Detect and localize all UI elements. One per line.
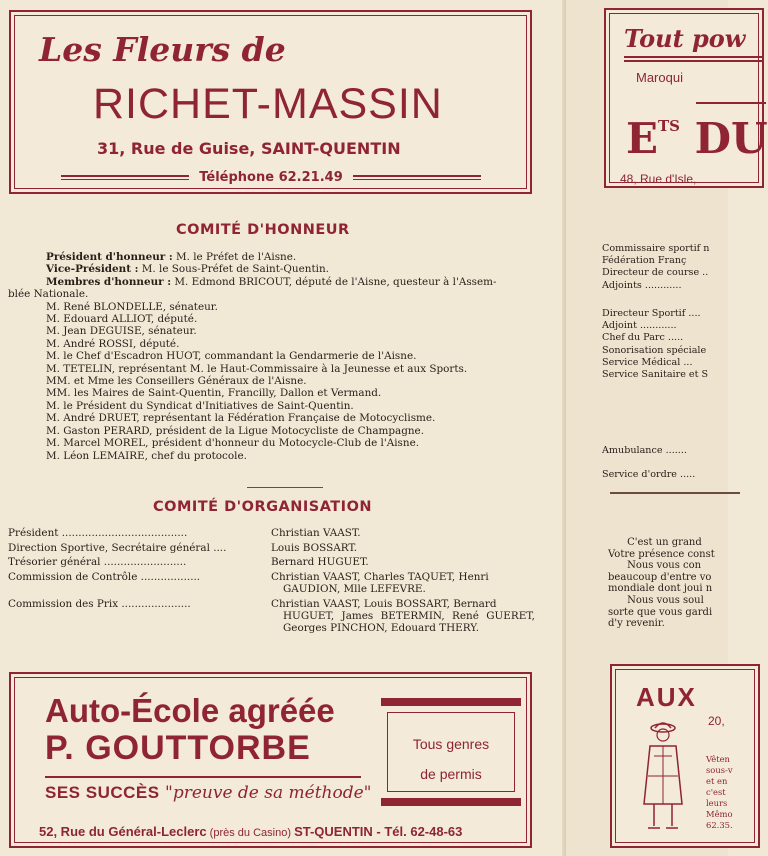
honneur-text: M. le Président du Syndicat d'Initiatives de Saint-Quentin. (46, 399, 354, 412)
aux-text-line: leurs (706, 798, 728, 808)
permis-line-2: de permis (420, 766, 482, 782)
organisation-role: Président ...................................... (8, 527, 188, 539)
comite-honneur-title: COMITÉ D'HONNEUR (176, 222, 350, 238)
ets-sup: TS (658, 117, 681, 135)
richet-massin-ad (9, 10, 532, 194)
ets-rest: DU (680, 114, 768, 163)
organisation-row (8, 542, 538, 554)
honneur-line (8, 325, 538, 337)
organisation-names (271, 542, 535, 554)
right-ad-script: Tout pow (624, 24, 746, 53)
honneur-line (8, 375, 538, 387)
phone-rule-right (353, 175, 481, 180)
man-in-coat-illustration (632, 716, 694, 834)
organisation-names-cont: HUGUET, James BETERMIN, René GUERET, Georges PINCHON, Edouard THERY. (283, 609, 535, 634)
honneur-line (8, 437, 538, 449)
honneur-text: M. Léon LEMAIRE, chef du protocole. (46, 449, 247, 462)
right-ad-bars (624, 56, 764, 62)
honneur-text: M. Marcel MOREL, président d'honneur du Motocycle-Club de l'Aisne. (46, 437, 420, 450)
honneur-line (8, 412, 538, 424)
organisation-names-line: Christian VAAST, Louis BOSSART, Bernard (271, 597, 497, 610)
phone-rule-left (61, 175, 189, 180)
right-list-line: Sonorisation spéciale (602, 344, 707, 356)
honneur-text: M. André DRUET, représentant la Fédération Française de Motocyclisme. (46, 412, 436, 425)
right-list-line: Service d'ordre ..... (602, 469, 696, 481)
honneur-text: M. Jean DEGUISE, sénateur. (46, 325, 197, 338)
honneur-line (8, 263, 538, 275)
right-list-1 (602, 243, 742, 292)
honneur-line (8, 387, 538, 399)
right-list-line: Chef du Parc ..... (602, 332, 684, 344)
right-paragraph (608, 537, 748, 630)
organisation-names-line: Louis BOSSART. (271, 541, 358, 554)
right-paragraph-line: mondiale dont joui n (608, 583, 713, 595)
right-list-line: Directeur de course .. (602, 267, 709, 279)
honneur-line (8, 276, 538, 288)
organisation-names-line: Christian VAAST. (271, 527, 361, 539)
permis-box (381, 698, 521, 806)
slogan-rule (45, 776, 361, 778)
ad-script-title: Les Fleurs de (39, 30, 286, 69)
right-bottom-ad (610, 664, 760, 848)
organisation-role: Commission de Contrôle .................. (8, 570, 201, 583)
organisation-names (271, 556, 535, 568)
right-ad-rule (696, 102, 766, 104)
right-list-line (602, 457, 742, 469)
right-list-3 (602, 445, 742, 482)
address-small: (près du Casino) (206, 827, 295, 839)
comite-organisation-table (8, 527, 538, 637)
honneur-label: Membres d'honneur : (46, 275, 172, 288)
right-paragraph-line: sorte que vous gardi (608, 606, 713, 618)
honneur-line (8, 350, 538, 362)
right-list-line: Service Médical ... (602, 356, 693, 368)
honneur-label: Président d'honneur : (46, 251, 173, 263)
organisation-role: Direction Sportive, Secrétaire général .... (8, 541, 227, 554)
ad-phone-row (61, 170, 481, 185)
honneur-line (8, 301, 538, 313)
aux-text-line: sous-v (706, 765, 733, 775)
honneur-line (8, 363, 538, 375)
address-part-a: 52, Rue du Général-Leclerc (39, 824, 207, 839)
right-paragraph-line: Nous vous soul (608, 594, 704, 606)
aux-number: 20, (708, 714, 725, 728)
right-list-line: Commissaire sportif n (602, 243, 710, 254)
organisation-row (8, 527, 538, 539)
right-paragraph-line: beaucoup d'entre vo (608, 571, 712, 583)
honneur-text: M. Gaston PERARD, président de la Ligue Motocycliste de Champagne. (46, 424, 425, 437)
honneur-text: MM. et Mme les Conseillers Généraux de l'Aisne. (46, 375, 307, 388)
permis-line-1: Tous genres (412, 736, 490, 752)
right-ad-maroq: Maroqui (636, 70, 683, 85)
aux-text-line: et en (706, 776, 728, 786)
honneur-line (8, 450, 538, 462)
slogan (45, 782, 371, 803)
ets-letter: E (626, 114, 659, 163)
honneur-text: M. TETELIN, représentant M. le Haut-Commissaire à la Jeunesse et aux Sports. (46, 362, 468, 375)
organisation-names-cont: GAUDION, Mlle LEFEVRE. (283, 582, 426, 595)
honneur-text: M. le Chef d'Escadron HUOT, commandant la Gendarmerie de l'Aisne. (46, 350, 417, 363)
organisation-names (271, 598, 535, 635)
organisation-names (271, 571, 535, 595)
section-divider (247, 487, 323, 488)
organisation-role: Trésorier général ......................... (8, 556, 187, 569)
organisation-row (8, 556, 538, 568)
right-list-line: Adjoints ............ (602, 279, 682, 291)
honneur-label: Vice-Président : (46, 263, 139, 276)
address-part-b: ST-QUENTIN - Tél. 62-48-63 (294, 824, 463, 839)
honneur-text: M. Edouard ALLIOT, député. (46, 313, 198, 326)
organisation-names-line: Bernard HUGUET. (271, 556, 369, 569)
right-ad-address: 48, Rue d'Isle, (620, 172, 697, 186)
right-paragraph-line: Votre présence const (608, 548, 715, 560)
right-list-line: Directeur Sportif .... (602, 308, 701, 319)
right-list-line: Service Sanitaire et S (602, 369, 709, 381)
honneur-line (8, 338, 538, 350)
organisation-row (8, 571, 538, 595)
organisation-role: Commission des Prix ..................... (8, 597, 191, 610)
honneur-line (8, 400, 538, 412)
gouttorbe-name: P. GOUTTORBE (45, 729, 311, 767)
right-paragraph-line: C'est un grand (608, 537, 702, 548)
right-rule (610, 492, 740, 494)
ad-phone: Téléphone 62.21.49 (199, 170, 343, 185)
honneur-continuation: blée Nationale. (8, 288, 89, 301)
gouttorbe-address (39, 824, 462, 839)
right-list-line: Adjoint ............ (602, 320, 677, 332)
aux-text-line: 62.35. (706, 820, 733, 830)
organisation-row (8, 598, 538, 635)
organisation-names (271, 527, 535, 539)
honneur-line (8, 425, 538, 437)
organisation-names-line: Christian VAAST, Charles TAQUET, Henri (271, 570, 489, 583)
ad-brand-name: RICHET-MASSIN (93, 80, 443, 128)
auto-ecole-title: Auto-École agréée (45, 692, 335, 729)
aux-title: AUX (636, 682, 697, 712)
comite-organisation-title: COMITÉ D'ORGANISATION (153, 499, 373, 515)
slogan-bold: SES SUCCÈS (45, 783, 160, 802)
right-top-ad (604, 8, 768, 188)
right-page (566, 0, 768, 856)
gouttorbe-ad (9, 672, 532, 848)
honneur-line (8, 313, 538, 325)
right-list-2 (602, 308, 742, 381)
permis-box-inner (387, 712, 515, 792)
aux-text-line: Vêten (706, 754, 730, 764)
comite-honneur-list (8, 251, 538, 462)
honneur-text: M. le Préfet de l'Aisne. (172, 251, 297, 263)
right-list-line: Fédération Franç (602, 255, 687, 267)
honneur-text: MM. les Maires de Saint-Quentin, Francilly, Dallon et Vermand. (46, 387, 382, 400)
ad-address: 31, Rue de Guise, SAINT-QUENTIN (97, 139, 401, 158)
aux-text-line: Mêmo (706, 809, 733, 819)
honneur-text: M. André ROSSI, député. (46, 337, 180, 350)
honneur-line (8, 251, 538, 263)
right-list-line: Amubulance ....... (602, 445, 687, 456)
honneur-text: M. le Sous-Préfet de Saint-Quentin. (138, 263, 329, 276)
aux-text (706, 754, 733, 831)
aux-text-line: c'est (706, 787, 726, 797)
slogan-italic: "preuve de sa méthode" (159, 783, 372, 803)
right-ad-ets (626, 114, 768, 163)
right-paragraph-line: d'y revenir. (608, 618, 665, 630)
right-paragraph-line: Nous vous con (608, 560, 702, 572)
honneur-text: M. René BLONDELLE, sénateur. (46, 300, 218, 313)
honneur-text: M. Edmond BRICOUT, député de l'Aisne, questeur à l'Assem- (171, 275, 497, 288)
